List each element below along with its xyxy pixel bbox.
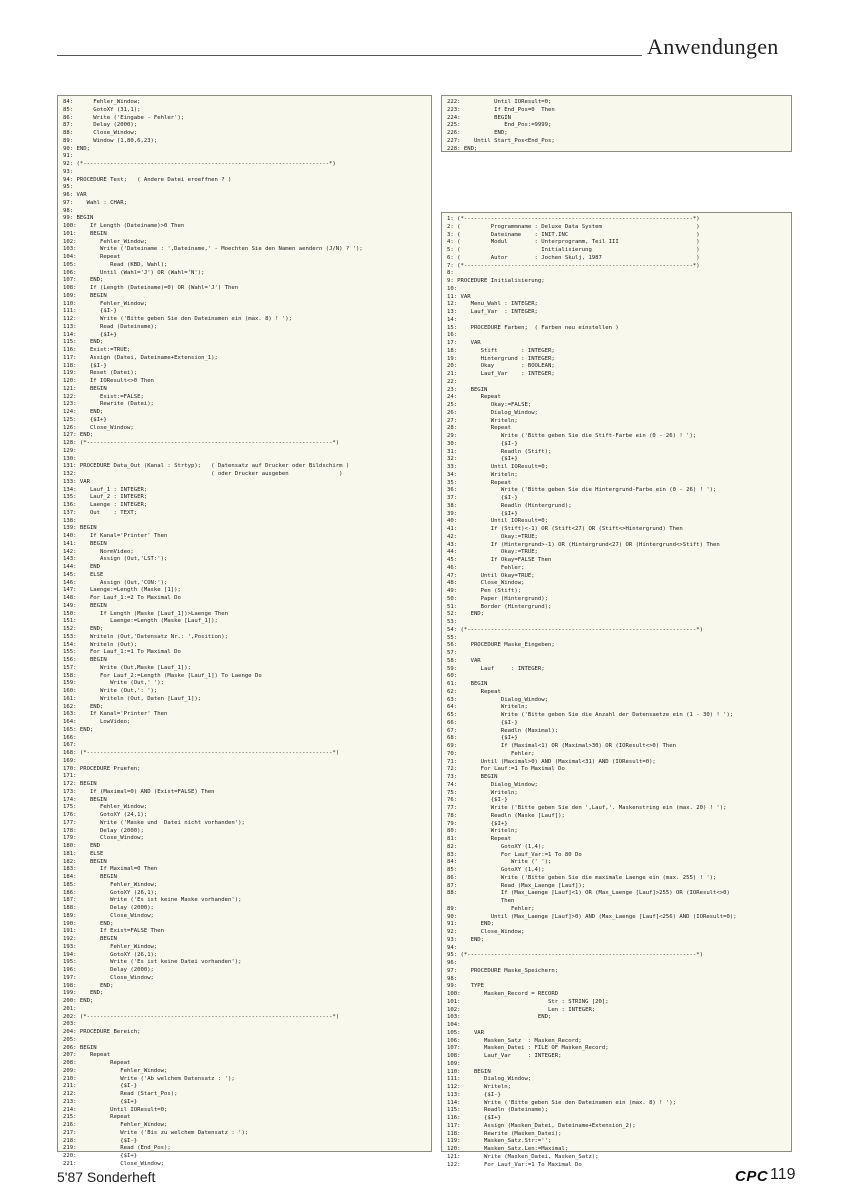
code-line: 46: Fehler;	[447, 564, 525, 571]
code-line: 68: {$I+}	[447, 735, 518, 742]
code-line: 62: Repeat	[447, 688, 501, 695]
code-line: 22:	[447, 378, 458, 385]
code-line: 59: Lauf : INTEGER;	[447, 665, 545, 672]
code-line: 103: Write ('Dateiname : ',Dateiname,' - Moechten Sie den Namen aendern (J/N) ? ');	[63, 246, 363, 253]
code-line: 156: BEGIN	[63, 657, 107, 663]
code-line: 123: Rewrite (Datei);	[63, 401, 154, 408]
code-line: 180: END	[63, 843, 101, 849]
code-line: 87: Delay (2000);	[63, 122, 138, 129]
code-line: 104:	[447, 1022, 461, 1028]
code-line: 144: END	[63, 564, 101, 570]
code-line: 57:	[447, 650, 458, 656]
code-line: 32: {$I+}	[447, 456, 518, 463]
code-line: 117: Assign (Masken_Datei, Dateiname+Extension_2);	[447, 1122, 636, 1129]
code-line: 216: Fehler_Window;	[63, 1122, 168, 1128]
code-line: 185: Fehler_Window;	[63, 881, 158, 888]
code-line: 78: Readln (Maske [Lauf]);	[447, 812, 565, 819]
code-line: 88: Close_Window;	[63, 130, 138, 136]
code-line: 97: PROCEDURE Maske_Speichern;	[447, 967, 559, 974]
code-line: 65: Write ('Bitte geben Sie die Anzahl der Datensaetze ein (1 - 30) ! ');	[447, 712, 734, 718]
code-line: 225: End_Pos:=9999;	[447, 122, 552, 129]
code-line: 152: END;	[63, 626, 104, 632]
code-line: 167:	[63, 742, 77, 749]
code-line: 120: Masken_Satz.Len:=Maximal;	[447, 1146, 569, 1152]
code-listing-right-top	[447, 99, 788, 153]
code-line: 99: BEGIN	[63, 215, 94, 222]
code-line: 151: Laenge:=Length (Maske [Lauf_1]);	[63, 618, 218, 625]
code-line: 40: Until IOResult=0;	[447, 518, 549, 525]
code-line: 111: Dialog_Window;	[447, 1076, 532, 1083]
code-line: 3: ( Dateiname : INIT.INC )	[447, 231, 700, 238]
code-line: 27: Writeln;	[447, 417, 518, 424]
code-line: 174: BEGIN	[63, 796, 107, 803]
code-line: 47: Until Okay=TRUE;	[447, 572, 535, 579]
code-line: 199: END;	[63, 990, 104, 997]
code-line: 85: GotoXY (1,4);	[447, 867, 545, 873]
code-line: 70: Fehler;	[447, 750, 535, 757]
code-line: 44: Okay:=TRUE;	[447, 549, 538, 556]
code-line: 108: Lauf_Var : INTEGER;	[447, 1053, 562, 1059]
code-line: 90: END;	[63, 145, 90, 152]
code-line: 102: Fehler_Window;	[63, 238, 148, 245]
listing-right-top	[441, 95, 792, 152]
code-line: 164: LowVideo;	[63, 719, 131, 725]
code-line: 96:	[447, 960, 458, 966]
code-line: 63: Dialog_Window;	[447, 696, 549, 703]
code-line: 53:	[447, 619, 458, 625]
code-line: 228: END;	[447, 145, 478, 152]
code-line: 141: BEGIN	[63, 540, 107, 547]
code-line: 96: VAR	[63, 192, 87, 198]
code-line: 90: Until (Max_Laenge [Lauf]>0) AND (Max_Laenge [Lauf]<256) AND (IOResult=0);	[447, 913, 737, 920]
code-line: 184: BEGIN	[63, 874, 117, 880]
code-line: 107: Masken_Datei : FILE OF Masken_Record;	[447, 1045, 609, 1052]
code-line: 218: {$I-}	[63, 1137, 138, 1144]
code-line: 122: For Lauf_Var:=1 To Maximal Do	[447, 1161, 582, 1168]
code-line: 173: If (Maximal=0) AND (Exist=FALSE) Then	[63, 788, 215, 795]
code-line: 21: Lauf_Var : INTEGER;	[447, 371, 555, 377]
code-line: 54: (*--------------------------------------------------------------------*)	[447, 626, 703, 633]
code-line: Then	[447, 898, 515, 904]
code-line: 172: BEGIN	[63, 781, 97, 787]
code-line: 8:	[447, 270, 454, 277]
code-line: 71: Until (Maximal>0) AND (Maximal<31) AND (IOResult=0);	[447, 758, 656, 765]
code-line: 214: Until IOResult=0;	[63, 1106, 168, 1113]
code-line: 126: Close_Window;	[63, 424, 134, 431]
code-line: 169:	[63, 757, 77, 764]
code-line: 223: If End_Pos=0 Then	[447, 106, 555, 113]
code-line: 33: Until IOResult=0;	[447, 464, 549, 470]
code-line: 20: Okay : BOOLEAN;	[447, 363, 555, 370]
code-line: 146: Assign (Out,'CON:');	[63, 579, 168, 586]
code-line: 41: If (Stift)<-1) OR (Stift<27) OR (Stift<>Hintergrund) Then	[447, 526, 683, 532]
code-line: 104: Repeat	[63, 254, 121, 260]
code-line: 28: Repeat	[447, 425, 511, 432]
section-title: Anwendungen	[647, 34, 779, 59]
code-line: 94: PROCEDURE Test; ( Andere Datei eroeffnen ? )	[63, 176, 232, 183]
code-line: 113: {$I-}	[447, 1091, 501, 1098]
code-line: 224: BEGIN	[447, 114, 511, 121]
code-line: 43: If (Hintergrund>-1) OR (Hintergrund<27) OR (Hintergrund<>Stift) Then	[447, 541, 720, 548]
code-line: 209: Fehler_Window;	[63, 1067, 168, 1074]
code-line: 116: {$I+}	[447, 1115, 501, 1121]
code-line: 12: Menu_Wahl : INTEGER;	[447, 301, 538, 308]
code-line: 4: ( Modul : Unterprogramm, Teil III )	[447, 239, 700, 246]
code-line: 119: Reset (Datei);	[63, 370, 138, 377]
code-line: 168: (*-------------------------------------------------------------------------*)	[63, 750, 340, 756]
code-line: 99: TYPE	[447, 983, 485, 990]
code-line: 89: Fehler;	[447, 905, 535, 912]
code-line: 75: Writeln;	[447, 789, 518, 796]
code-line: 105: VAR	[447, 1029, 485, 1036]
code-line: 137: Out : TEXT;	[63, 509, 138, 516]
code-line: 38: Readln (Hintergrund);	[447, 502, 572, 509]
code-line: 222: Until IOResult=0;	[447, 99, 552, 105]
code-line: 109:	[447, 1060, 461, 1067]
code-line: 10:	[447, 285, 458, 292]
code-line: 16:	[447, 332, 458, 339]
code-line: 7: (*--------------------------------------------------------------------*)	[447, 262, 700, 269]
code-line: 93: END;	[447, 936, 485, 943]
code-line: 77: Write ('Bitte geben Sie den ',Lauf,'. Maskenstring ein (max. 20) ! ');	[447, 805, 727, 811]
code-line: 188: Delay (2000);	[63, 905, 154, 911]
code-line: 110: Fehler_Window;	[63, 300, 148, 307]
code-line: 113: Read (Dateiname);	[63, 323, 158, 330]
code-line: 200: END;	[63, 998, 94, 1004]
code-line: 50: Paper (Hintergrund);	[447, 595, 549, 602]
code-line: 121: Write (Masken_Datei, Masken_Satz);	[447, 1153, 599, 1160]
magazine-logo: CPC	[735, 1168, 769, 1185]
code-line: 118: Rewrite (Masken_Datei);	[447, 1130, 562, 1137]
code-line: 120: If IOResult<>0 Then	[63, 378, 154, 384]
code-line: 56: PROCEDURE Maske_Eingeben;	[447, 642, 555, 649]
code-line: 189: Close_Window;	[63, 912, 154, 919]
code-line: 24: Repeat	[447, 394, 501, 401]
code-line: 91:	[63, 153, 74, 160]
code-line: 135: Lauf_2 : INTEGER;	[63, 494, 148, 501]
code-line: 23: BEGIN	[447, 386, 488, 393]
code-line: 158: For Lauf_2:=Length (Maske [Lauf_1]) To Laenge Do	[63, 672, 262, 679]
issue-label: 5'87 Sonderheft	[57, 1169, 156, 1185]
code-line: 92: (*-------------------------------------------------------------------------*)	[63, 161, 336, 167]
code-line: 139: BEGIN	[63, 525, 97, 532]
code-line: 208: Repeat	[63, 1060, 131, 1066]
code-line: 213: {$I+}	[63, 1098, 138, 1105]
code-line: 87: Read (Max_Laenge [Lauf]);	[447, 882, 586, 889]
code-line: 18: Stift : INTEGER;	[447, 347, 555, 354]
code-line: 66: {$I-}	[447, 719, 518, 726]
code-line: 13: Lauf_Var : INTEGER;	[447, 309, 538, 315]
code-line: 112: Writeln;	[447, 1084, 511, 1090]
code-line: 93:	[63, 168, 74, 175]
code-line: 84: Write (' ');	[447, 859, 552, 866]
code-line: 127: END;	[63, 432, 94, 439]
code-line: 84: Fehler_Window;	[63, 99, 141, 105]
listing-right-bottom	[441, 212, 792, 1168]
code-line: 122: Exist:=FALSE;	[63, 393, 144, 400]
code-line: 19: Hintergrund : INTEGER;	[447, 355, 555, 362]
code-line: 108: If (Length (Dateiname)=0) OR (Wahl='J') Then	[63, 285, 239, 291]
code-line: 109: BEGIN	[63, 292, 107, 299]
code-line: 154: Writeln (Out);	[63, 641, 138, 648]
code-line: 191: If Exist=FALSE Then	[63, 928, 165, 935]
code-line: 177: Write ('Maske und Datei nicht vorhanden');	[63, 819, 245, 826]
code-line: 183: If Maximal=0 Then	[63, 866, 158, 873]
code-line: 73: BEGIN	[447, 774, 498, 780]
code-line: 29: Write ('Bitte geben Sie die Stift-Farbe ein (0 - 26) ! ');	[447, 433, 697, 439]
code-line: 51: Border (Hintergrund);	[447, 603, 552, 610]
code-line: 105: Read (KBD, Wahl);	[63, 261, 168, 268]
code-line: 86: Write ('Bitte geben Sie die maximale Laenge ein (max. 255) ! ');	[447, 874, 717, 881]
code-line: 131: PROCEDURE Data_Out (Kanal : Strtyp); ( Datensatz auf Drucker oder Bildschirm )	[63, 463, 350, 470]
code-line: 15: PROCEDURE Farben; ( Farben neu einstellen )	[447, 324, 619, 331]
code-line: 95: (*--------------------------------------------------------------------*)	[447, 952, 703, 959]
code-line: 2: ( Programmname : Deluxe Data System )	[447, 223, 700, 230]
code-line: 161: Writeln (Out, Daten [Lauf_1]);	[63, 695, 202, 702]
code-line: 83: For Lauf_Var:=1 To 80 Do	[447, 851, 582, 858]
code-line: 80: Writeln;	[447, 828, 518, 835]
code-line: 42: Okay:=TRUE;	[447, 533, 538, 540]
code-line: 111: {$I-}	[63, 308, 117, 315]
code-line: 143: Assign (Out,'LST:');	[63, 556, 168, 563]
code-line: 60:	[447, 673, 458, 680]
code-line: 153: Writeln (Out,'Datensatz Nr.: ',Position);	[63, 633, 229, 640]
code-line: 106: Until (Wahl='J') OR (Wahl='N');	[63, 269, 205, 276]
code-line: 190: END;	[63, 920, 114, 927]
code-line: 221: Close_Window;	[63, 1160, 165, 1167]
header-rule	[57, 55, 642, 56]
code-line: 205:	[63, 1036, 77, 1043]
code-line: 30: {$I-}	[447, 440, 518, 447]
code-line: 181: ELSE	[63, 850, 104, 857]
code-listing-right-bottom	[447, 216, 788, 1169]
code-line: 6: ( Autor : Jochen Skulj, 1987 )	[447, 254, 700, 261]
code-line: 124: END;	[63, 409, 104, 415]
code-line: 160: Write (Out,': ');	[63, 688, 158, 694]
listing-left-column	[57, 95, 432, 1167]
code-line: 128: (*-------------------------------------------------------------------------*)	[63, 440, 340, 446]
code-line: 155: For Lauf_1:=1 To Maximal Do	[63, 649, 181, 656]
code-line: 58: VAR	[447, 657, 481, 664]
code-line: 129:	[63, 447, 77, 454]
code-line: 79: {$I+}	[447, 820, 508, 827]
code-line: 36: Write ('Bitte geben Sie die Hintergrund-Farbe ein (0 - 26) ! ');	[447, 487, 717, 494]
code-line: 136: Laenge : INTEGER;	[63, 502, 148, 508]
code-line: 17: VAR	[447, 340, 481, 346]
code-line: 202: (*-------------------------------------------------------------------------*)	[63, 1013, 340, 1020]
code-line: 107: END;	[63, 277, 104, 284]
code-line: 94:	[447, 944, 458, 951]
code-line: 102: Len : INTEGER;	[447, 1006, 596, 1013]
code-line: 76: {$I-}	[447, 797, 508, 804]
code-line: 64: Writeln;	[447, 704, 528, 711]
code-line: 147: Laenge:=Length (Maske [1]);	[63, 587, 181, 594]
code-line: 82: GotoXY (1,4);	[447, 843, 545, 850]
code-line: 210: Write ('Ab welchem Datensatz : ');	[63, 1075, 235, 1082]
code-line: 206: BEGIN	[63, 1044, 97, 1051]
code-line: 159: Write (Out,' ');	[63, 680, 165, 687]
code-line: 55:	[447, 634, 458, 641]
code-line: 176: GotoXY (24,1);	[63, 812, 148, 818]
code-line: 170: PROCEDURE Pruefen;	[63, 765, 141, 772]
code-line: 145: ELSE	[63, 571, 104, 578]
code-line: 115: END;	[63, 339, 104, 346]
code-line: 106: Masken_Satz : Masken_Record;	[447, 1037, 582, 1044]
code-line: 150: If Length (Maske [Lauf_1])>Laenge Then	[63, 610, 229, 617]
code-line: 114: Write ('Bitte geben Sie den Dateinamen ein (max. 8) ! ');	[447, 1099, 677, 1106]
page-number: 119	[770, 1166, 796, 1183]
code-line: 49: Pen (Stift);	[447, 588, 522, 594]
code-line: 117: Assign (Datei, Dateiname+Extension_1);	[63, 354, 218, 361]
code-line: 125: {$I+}	[63, 416, 107, 423]
code-line: 69: If (Maximal<1) OR (Maximal>30) OR (IOResult<>0) Then	[447, 743, 677, 749]
code-line: 142: NormVideo;	[63, 548, 134, 555]
code-line: 31: Readln (Stift);	[447, 448, 552, 455]
code-line: 1: (*--------------------------------------------------------------------*)	[447, 216, 700, 222]
code-line: 89: Window (1,80,6,23);	[63, 137, 158, 144]
code-line: 182: BEGIN	[63, 858, 107, 865]
code-line: 132: ( oder Drucker ausgeben )	[63, 471, 343, 477]
code-line: 72: For Lauf:=1 To Maximal Do	[447, 766, 565, 773]
code-line: 198: END;	[63, 982, 114, 989]
code-line: 227: Until Start_Pos<End_Pos;	[447, 137, 555, 144]
code-line: 203:	[63, 1021, 77, 1028]
code-line: 195: Write ('Es ist keine Datei vorhanden');	[63, 959, 242, 966]
code-line: 162: END;	[63, 703, 104, 710]
code-line: 157: Write (Out,Maske [Lauf_1]);	[63, 664, 191, 671]
code-line: 74: Dialog_Window;	[447, 781, 538, 788]
code-line: 166:	[63, 734, 77, 741]
code-line: 204: PROCEDURE Bereich;	[63, 1029, 141, 1035]
code-line: 26: Dialog_Window;	[447, 409, 538, 416]
code-line: 91: END;	[447, 921, 495, 928]
code-line: 217: Write ('Bis zu welchem Datensatz : ');	[63, 1129, 249, 1136]
code-line: 85: GotoXY (31,1);	[63, 106, 141, 113]
code-line: 133: VAR	[63, 478, 90, 485]
code-line: 81: Repeat	[447, 836, 511, 842]
code-line: 163: If Kanal='Printer' Then	[63, 711, 168, 718]
code-line: 194: GotoXY (26,1);	[63, 951, 158, 958]
code-line: 148: For Lauf_1:=2 To Maximal Do	[63, 595, 181, 601]
code-line: 98:	[63, 207, 74, 214]
code-line: 34: Writeln;	[447, 471, 518, 478]
code-line: 219: Read (End_Pos);	[63, 1145, 171, 1152]
code-line: 149: BEGIN	[63, 602, 107, 609]
code-line: 175: Fehler_Window;	[63, 804, 148, 811]
code-line: 61: BEGIN	[447, 681, 488, 687]
code-line: 186: GotoXY (26,1);	[63, 889, 158, 896]
code-line: 97: Wahl : CHAR;	[63, 199, 127, 206]
code-line: 118: {$I-}	[63, 362, 107, 369]
code-line: 138:	[63, 517, 77, 524]
code-line: 100: If Length (Dateiname)>0 Then	[63, 223, 185, 229]
code-line: 121: BEGIN	[63, 385, 107, 392]
code-line: 114: {$I+}	[63, 331, 117, 338]
code-line: 116: Exist:=TRUE;	[63, 347, 131, 353]
code-line: 86: Write ('Eingabe - Fehler');	[63, 114, 185, 121]
code-line: 165: END;	[63, 726, 94, 733]
code-line: 187: Write ('Es ist keine Maske vorhanden');	[63, 897, 242, 904]
code-line: 192: BEGIN	[63, 936, 117, 942]
code-line: 11: VAR	[447, 293, 471, 300]
code-line: 48: Close_Window;	[447, 580, 525, 587]
code-line: 226: END;	[447, 130, 508, 136]
code-line: 119: Masken_Satz.Str:='';	[447, 1138, 552, 1145]
code-line: 220: {$I+}	[63, 1153, 138, 1159]
code-line: 193: Fehler_Window;	[63, 943, 158, 950]
code-line: 103: END;	[447, 1014, 552, 1021]
code-line: 88: If (Max_Laenge [Lauf]<1) OR (Max_Laenge [Lauf]>255) OR (IOResult<>0)	[447, 890, 730, 897]
code-line: 215: Repeat	[63, 1114, 131, 1121]
code-line: 197: Close_Window;	[63, 974, 154, 981]
code-line: 52: END;	[447, 611, 485, 618]
code-line: 179: Close_Window;	[63, 835, 144, 842]
code-line: 211: {$I-}	[63, 1083, 138, 1090]
code-line: 207: Repeat	[63, 1052, 111, 1059]
code-line: 100: Masken_Record = RECORD	[447, 991, 559, 997]
code-line: 101: BEGIN	[63, 230, 107, 237]
code-line: 98:	[447, 975, 458, 982]
code-line: 101: Str : STRING [20];	[447, 998, 609, 1005]
code-line: 171:	[63, 773, 77, 780]
code-line: 178: Delay (2000);	[63, 827, 144, 834]
code-line: 140: If Kanal='Printer' Then	[63, 533, 168, 539]
code-line: 9: PROCEDURE Initialisierung;	[447, 278, 545, 284]
code-line: 37: {$I-}	[447, 495, 518, 501]
code-line: 67: Readln (Maximal);	[447, 727, 559, 734]
code-line: 115: Readln (Dateiname);	[447, 1107, 549, 1114]
code-line: 134: Lauf_1 : INTEGER;	[63, 486, 148, 493]
code-line: 201:	[63, 1005, 77, 1012]
code-line: 112: Write ('Bitte geben Sie den Dateinamen ein (max. 8) ! ');	[63, 316, 293, 322]
code-listing-left	[63, 99, 428, 1169]
code-line: 35: Repeat	[447, 479, 511, 486]
code-line: 39: {$I+}	[447, 510, 518, 517]
code-line: 110: BEGIN	[447, 1068, 491, 1075]
code-line: 45: If Okay=FALSE Then	[447, 557, 552, 563]
code-line: 196: Delay (2000);	[63, 967, 154, 973]
code-line: 14:	[447, 316, 458, 323]
code-line: 212: Read (Start_Pos);	[63, 1091, 178, 1097]
code-line: 95:	[63, 184, 74, 191]
code-line: 130:	[63, 455, 77, 462]
code-line: 25: Okay:=FALSE;	[447, 402, 532, 408]
code-line: 92: Close_Window;	[447, 929, 525, 935]
code-line: 5: ( Initialisierung )	[447, 247, 700, 253]
